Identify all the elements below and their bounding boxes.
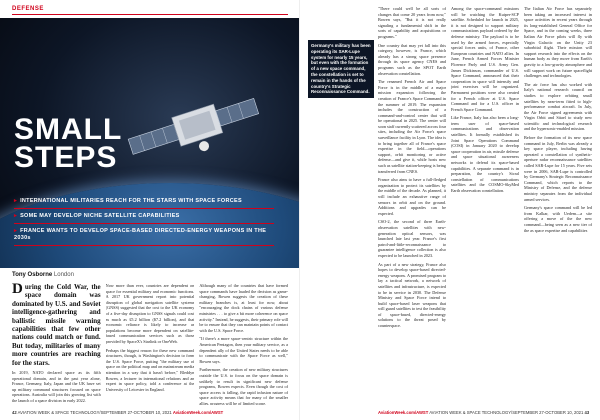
author-name: Tony Osborne [12,272,53,278]
body-paragraph: Perhaps the biggest reason for these new command structures, though, is Washington's decision to form the U.S. Space Force, putting "the military use of space on the political map and on mainstream media attention in a way that it hasn't before," Bleddyn Bowen, a lecturer in international relations and an expert in space policy, told a conference at the University of Leicester in England. [105,347,195,392]
hero-title-line1: SMALL [14,113,123,146]
left-footer [12,410,223,415]
body-paragraph: The Italian Air Force has separately been taking an increased interest in space activities in recent years through its long-established General Office for Space, and in the coming weeks, three Italian Air Force pilots will fly with Virgin Galactic on the Unity 23 suborbital flight. Their mission will support research into the effects on the human body as they move from Earth's gravity to a low-gravity atmosphere and will support work on future spaceflight challenges and technologies. [524,6,592,79]
deck-text: FRANCE WANTS TO DEVELOP SPACE-BASED DIRECTED-ENERGY WEAPONS IN THE 2030s [14,228,267,241]
body-paragraph: "If there's a more space-centric structure within the American Pentagon, then your military service, as a dependent ally of the United States needs to be able to communicate with the Space Force as well," Bowen says. [199,336,289,364]
deck-bullet-icon: ▸ [14,228,18,234]
body-paragraph: CSO-2, the second of three Earth-observation satellites with new-generation optical sensors, was launched late last year. France's first patrol-and-little-reconnaissance to guarantee intelligence collection is also expected to be launched in 2023. [378,219,446,258]
satellite-icon [120,73,270,183]
body-paragraph: Germany's space command will be led from Kalkar, with Uedem—a site offering a move of the the new command—being seen as a new tier of the as space expertise and capabilities [524,205,592,233]
body-paragraph: Furthermore, the creation of new military structures outside the U.S. to focus on the space domain is unlikely to result in significant new defense programs, Bowen expects. Even though the cost of space access is falling, the rapid infusion nature of space activity means that for many of the smaller allies, progress will be of limited scope. [199,367,289,405]
body-column [106,283,195,405]
body-column [451,6,519,404]
drop-cap: D [12,283,23,297]
body-column [12,283,101,405]
body-paragraph: Among the space-command missions will be watching the Kuiper-SCP satellite. Scheduled for launch in 2025, it is not designed to support military communications payload ordered by the defense ministry. The payload is to be used by the armed forces, especially special forces units, of France, other European countries and NATO allies. In June, French Armed Forces Minister Florence Parly and U.S. Army Gen. James Dickinson, commander of U.S. Space Command, announced that their cooperation in space will intensify and joint exercises will be organized. Parmanent positions were also created for a French officer at U.S. Space Command and for a U.S. officer in French Space Command. [451,6,519,112]
hero-deck [14,198,274,250]
right-footer [378,410,589,415]
deck-text: INTERNATIONAL MILITARIES REACH FOR THE STARS WITH SPACE FORCES [20,198,242,204]
body-column [378,6,446,404]
footer-publication: AVIATION WEEK & SPACE TECHNOLOGY/SEPTEMBER 27-OCTOBER 10, 2021 [17,410,172,415]
footer-publication: AVIATION WEEK & SPACE TECHNOLOGY/SEPTEMBER 27-OCTOBER 10, 2021 [429,410,584,415]
body-paragraph: In 2019, NATO declared space as its fifth operational domain, and in the past year alone, France, Germany, Italy, Japan and the UK have set up military command structures focused on space operations. Australia will join this growing list with the launch of a space division in early 2022. [12,370,101,404]
body-paragraph: The air force has also worked with Italy's national research council on studies to explore orbiting small satellites by near-term fitted to high-performance combat aircraft. In July, the Air Force signed agreements with Virgin Orbit and Sitael to study new scientific and technological research and the hypersonic-enabled mission. [524,81,592,132]
body-paragraph: Like France, Italy has also been a long-term user of space-based communications and observation satellites. It formally established its Joint Space Operations Command (COSI) in January 2020 to develop space cooperation in air, missile defense and space situational awareness networks to defend its space-based capabilities. A separate command is in preparation, the country's Sicral constellation of communications satellites and the COSMO-SkyMed Earth observation constellation. [451,115,519,193]
right-page [300,0,600,420]
body-paragraph: France also aims to have a full-fledged organization to protect its satellites by the middle of the decade. As planned, it will include an exhaustive range of sensors in orbit and on the ground. Additions and upgrades can be expected. [378,177,446,216]
page-number: 42 [12,410,17,415]
author-location: London [53,272,74,278]
left-body-columns [12,283,288,405]
deck-bullet-icon: ▸ [14,213,18,219]
footer-url-link[interactable]: AviationWeek.com/AWST [172,410,224,415]
lede-paragraph: uring the Cold War, the space domain was dominated by U.S. and Soviet intelligence-gathering and ballistic missile warning capabilities that few other nations could match or fund. But today, militaries of many more countries are reaching for the stars. [12,283,101,367]
body-paragraph: "There could well be all sorts of changes that come 20 years from now," Bowen says, "But it is not really signaling a fundamental shift in the sorts of capability and acquisitions or programs." [378,6,446,39]
body-paragraph: Although many of the countries that have formed space commands have lauded the decision as game-changing, Bowen suggests the creation of these military branches is, at least for now, about "encouraging the dock chains of various defense ministries . . . to give a bit more coherence on space activity." Instead, he suggests, their primary role will be to ensure that they can maintain points of contact with the U.S. Space Force. [199,283,289,333]
body-paragraph: The renamed French Air and Space Force is in the middle of a major mission expansion following the creation of France's Space Command in the summer of 2019. The expansion includes the construction of a command-and-control center that will be operational in 2025. The center will soon staff currently scattered across four sites, including the Air Force's space surveillance facility in Lyon. The idea is to bring together all of France's space expertise in the field—operations support, orbit monitoring or active defense—and give it, while hosts new such as satellite station-keeping is being transferred from CNES. [378,79,446,174]
byline [12,272,74,278]
section-tag: DEFENSE [12,6,44,12]
body-paragraph: Before the formation of its new space command in July, Berlin was already a key space player, including having operated a constellation of synthetic-aperture radar reconnaissance satellites called SAR-Lupe for 15 years. Five sets were in 2006, SAR-Lupe is controlled by Germany's Strategic Reconnaissance Command, which reports to the Ministry of Defense, and the defense ministry separates from the individual armed services. [524,135,592,202]
hero-title [14,113,123,174]
body-paragraph: As part of a new strategy, France also hopes to develop space-based directed-energy weapons. A promised program to lay a tactical network, a network of satellites and infrastructure, is expected to be in service in 2030. The Defense Ministry and Space Force intend to build space-based laser weapons that will guard satellites to test the feasibility of space-based, directed-energy solutions to the threat posed by counterspace. [378,261,446,329]
body-column [199,283,288,405]
hero-title-line2: STEPS [14,141,118,174]
deck-line [14,198,274,209]
photo-caption: Germany's military has been operating its SAR-Lupe system for nearly 15 years, but even with the formation of a new space command, the constellation is set to remain in the hands of the country's Strategic Reconnaissance Command. [308,40,374,98]
deck-line [14,213,274,224]
body-column [524,6,592,404]
body-paragraph: Now more than ever, countries are dependent on space for essential military and economic functions. A 2017 UK government report into potential disruption of global navigation satellite systems (GNSS) suggested that the cost to the UK economy of a five-day disruption to GNSS signals could cost as much as £5.2 billion ($7.2 billion), and that economic reliance is likely to increase as populations become more dependent on satellite-based communication services such as those provided by SpaceX's Starlink or OneWeb. [105,283,195,344]
page-number: 43 [584,410,590,415]
footer-url-link[interactable]: AviationWeek.com/AWST [378,410,429,415]
body-paragraph: One country that may yet fall into this category, however, is France, which already has a strong space presence through its space agency CNES and programs such as the SPOT Earth observation constellation. [378,42,446,76]
deck-bullet-icon: ▸ [14,198,18,204]
right-body-columns [378,6,592,404]
hero-image [0,18,300,268]
deck-line [14,228,274,246]
section-rule [12,14,288,15]
deck-text: SOME MAY DEVELOP NICHE SATELLITE CAPABILITIES [20,213,180,219]
